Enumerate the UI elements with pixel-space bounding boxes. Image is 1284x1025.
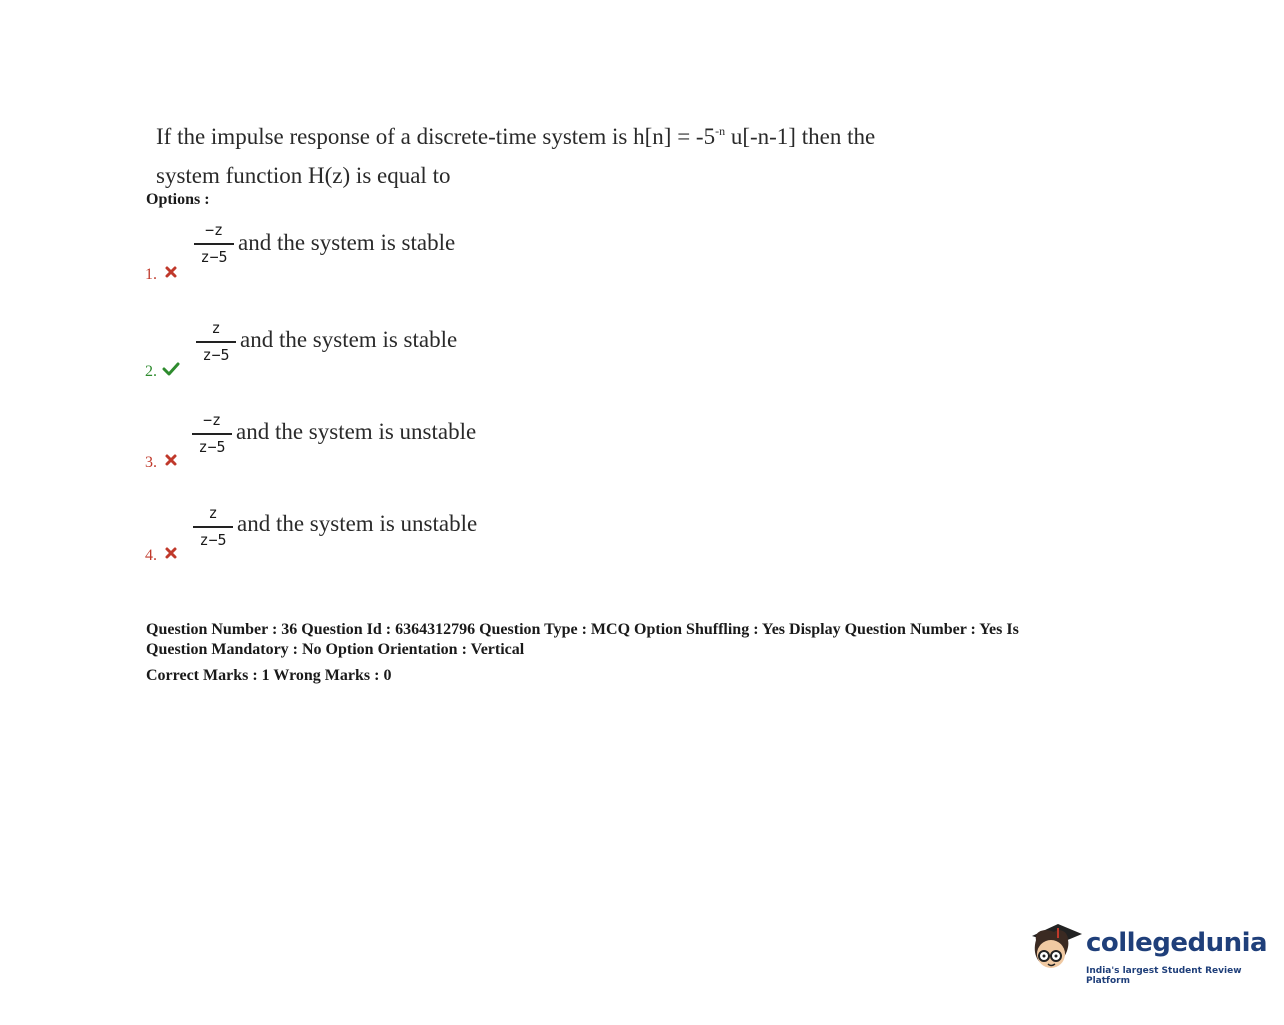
question-line-2: system function H(z) is equal to <box>156 163 451 188</box>
fraction <box>192 412 232 456</box>
fraction <box>193 505 233 549</box>
numerator: z <box>208 504 218 522</box>
fraction-bar <box>193 526 233 528</box>
fraction-bar <box>194 243 234 245</box>
option-number: 4. <box>145 547 157 564</box>
metadata-line-2: Question Mandatory : No Option Orientation : Vertical <box>146 641 525 658</box>
cross-icon <box>164 453 178 467</box>
marks-line: Correct Marks : 1 Wrong Marks : 0 <box>146 667 392 684</box>
metadata-line-1: Question Number : 36 Question Id : 6364312796 Question Type : MCQ Option Shuffling : Yes Display Question Number : Yes Is <box>146 621 1019 638</box>
exponent: -n <box>715 124 726 138</box>
checkmark-icon <box>162 362 180 376</box>
cross-icon <box>164 265 178 279</box>
question-line-1-tail: u[-n-1] then the <box>725 124 876 149</box>
mascot-graduation-cap-icon <box>1024 918 1086 988</box>
option-text: and the system is unstable <box>236 419 477 444</box>
option-number: 1. <box>145 266 157 283</box>
brand-tagline: India's largest Student Review Platform <box>1086 966 1242 986</box>
brand-name: collegedunia <box>1086 928 1268 958</box>
denominator: z−5 <box>199 530 227 549</box>
option-text: and the system is unstable <box>237 511 478 536</box>
option-text: and the system is stable <box>240 327 458 352</box>
collegedunia-logo <box>1024 918 1268 988</box>
question-text <box>156 112 956 195</box>
question-line-1 <box>156 112 956 156</box>
options-label: Options : <box>146 191 210 208</box>
numerator: −z <box>204 221 224 239</box>
fraction-bar <box>192 433 232 435</box>
numerator: −z <box>202 411 222 429</box>
numerator: z <box>211 319 221 337</box>
option-number: 3. <box>145 454 157 471</box>
denominator: z−5 <box>202 345 230 364</box>
denominator: z−5 <box>198 437 226 456</box>
fraction <box>194 222 234 266</box>
option-number: 2. <box>145 363 157 380</box>
denominator: z−5 <box>200 247 228 266</box>
fraction <box>196 320 236 364</box>
question-metadata <box>146 620 1106 686</box>
cross-icon <box>164 546 178 560</box>
option-text: and the system is stable <box>238 230 456 255</box>
question-line-1-main: If the impulse response of a discrete-time system is h[n] = -5 <box>156 124 716 149</box>
fraction-bar <box>196 341 236 343</box>
